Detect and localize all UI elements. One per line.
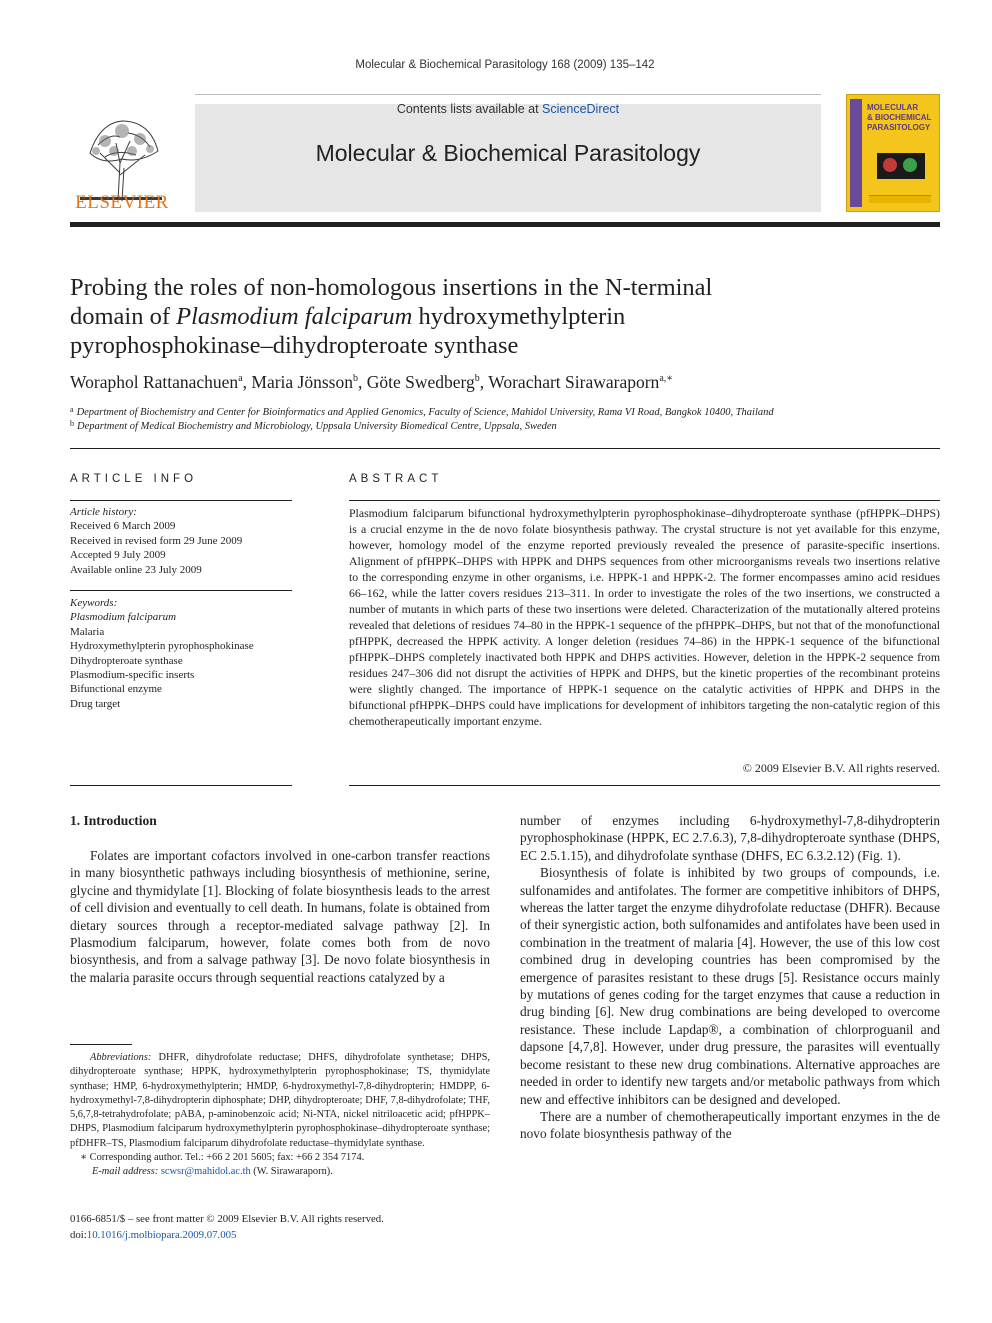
section-divider — [70, 448, 940, 449]
doi-link[interactable]: 10.1016/j.molbiopara.2009.07.005 — [86, 1229, 237, 1241]
history-item: Received 6 March 2009 — [70, 520, 176, 533]
author-name[interactable]: Worachart Sirawaraporn — [488, 372, 660, 392]
info-bottom-rule — [70, 785, 292, 786]
keyword: Bifunctional enzyme — [70, 683, 162, 696]
affiliation: $^a$ Department of Biochemistry and Center for Bioinformatics and Applied Genomics, Faculty of Science, Mahidol University, Rama VI Road, Bangkok 10400, Thailand — [70, 405, 774, 418]
keyword: Plasmodium-specific inserts — [70, 669, 195, 682]
contents-prefix: Contents lists available at — [396, 102, 543, 116]
corresponding-author: ∗ Corresponding author. Tel.: +66 2 201 5605; fax: +66 2 354 7174. — [80, 1152, 365, 1164]
body-column-left — [70, 847, 490, 986]
email-line: E-mail address: scwsr@mahidol.ac.th (W. Sirawaraporn). — [92, 1166, 333, 1178]
body-paragraph: Folates are important cofactors involved in one-carbon transfer reactions in many biosynthetic pathways including biosynthesis of methionine, serine, glycine and thymidylate [1]. Blocking of folate biosynthesis leads to the arrest of cell division and eventually to cell death. In humans, folate is obtained from dietary sources through a receptor-mediated salvage pathway [2]. In Plasmodium falciparum, however, folate comes both from de novo biosynthesis, and from a salvage pathway [3]. De novo folate biosynthesis in the malaria parasite occurs through sequential reactions catalyzed by a — [70, 848, 490, 985]
keyword: Hydroxymethylpterin pyrophosphokinase — [70, 640, 254, 653]
info-divider — [70, 500, 292, 501]
paper-title: Probing the roles of non-homologous insertions in the N-terminal domain of Plasmodium falciparum hydroxymethylpterin pyrophosphokinase–dihydropteroate synthase — [70, 274, 713, 359]
body-paragraph: Biosynthesis of folate is inhibited by two groups of compounds, i.e. sulfonamides and antifolates. The former are competitive inhibitors of DHPS, whereas the latter target the enzyme dihydrofolate reductase (DHFR). Because of their synergistic action, both sulfonamides and antifolates have been used in combination in the treatment of malaria [4]. However, the use of this low cost combined drug in developing countries has been compromised by the emergence of parasites resistant to these drugs [5]. Resistance occurs mainly by mutations of genes coding for the target enzymes that cause a reduction in drug binding [6]. New drug combinations are being developed to overcome resistance. These include Lapdap®, a combination of chlorproguanil and dapsone [4,7,8]. However, under drug pressure, the parasites will eventually become resistant to these new drug combinations. Alternative approaches are needed in order to identify new targets and/or metabolic pathways from which new and effective inhibitors can be designed and developed. — [520, 865, 940, 1107]
keywords-divider — [70, 590, 292, 591]
article-history: Article history: Received 6 March 2009 Received in revised form 29 June 2009 Accepted 9 July 2009 Available online 23 July 2009 — [70, 505, 292, 577]
history-item: Accepted 9 July 2009 — [70, 549, 166, 562]
abstract-divider — [349, 500, 940, 501]
author-name[interactable]: Woraphol Rattanachuen — [70, 372, 239, 392]
author-list: Woraphol Rattanachuen$^a$, Maria Jönsson$^b$, Göte Swedberg$^b$, Worachart Sirawaraporn$^{a,∗}$ — [70, 372, 674, 392]
header-top-line — [195, 94, 821, 95]
abstract-copyright: © 2009 Elsevier B.V. All rights reserved. — [742, 761, 940, 775]
issn-line: 0166-6851/$ – see front matter © 2009 Elsevier B.V. All rights reserved. — [70, 1213, 384, 1225]
cover-image — [877, 153, 925, 179]
contents-line — [195, 102, 821, 116]
abbreviations: DHFR, dihydrofolate reductase; DHFS, dihydrofolate synthetase; DHPS, dihydropteroate synthase; HPPK, hydroxymethylpterin pyrophosphokinase; TS, thymidylate synthase; HMP, 6-hydroxymethylpterin; HMDP, 6-hydroxymethyl-7,8-dihydropterin; HMDPP, 6-hydroxymethyl-7,8-dihydropterin diphosphate; DHP, dihydropteroate; DHF, 7,8-dihydrofolate; THF, 5,6,7,8-tetrahydrofolate; pABA, p-aminobenzoic acid; Ni-NTA, nickel nitriloacetic acid; pfHPPK–DHPS, Plasmodium falciparum hydroxymethylpterin pyrophosphokinase–dihydropteroate synthase; pfDHFR–TS, Plasmodium falciparum dihydrofolate reductase–thymidylate synthase. — [70, 1052, 490, 1149]
abstract-text: Plasmodium falciparum bifunctional hydroxymethylpterin pyrophosphokinase–dihydropteroate synthase (pfHPPK–DHPS) is a crucial enzyme in the de novo folate biosynthesis pathway. The crystal structure is not yet available for this enzyme, however, homology model of the enzyme reported previously revealed the presence of parasite-specific insertions. Alignment of pfHPPK–DHPS with HPPK and DHPS sequences from other microorganisms reveals two insertions relative to the corresponding enzyme in other organisms, i.e. HPPK-1 and HPPK-2. The former encompasses amino acid residues 66–162, while the latter covers residues 213–311. In order to investigate the roles of the two insertions, we constructed a number of mutants in which parts of these two insertions were deleted. Characterization of the mutationally altered proteins revealed that deletions of residues 74–80 in the HPPK-1 sequence of the pfHPPK–DHPS, but not that of the monofunctional pfHPPK, decreased the HPPK activity. A longer deletion (residues 74–86) in the HPPK-1 sequence of the bifunctional pfHPPK–DHPS completely inactivated both HPPK and DHPS activities. However, deletion in the HPPK-2 sequence from residues 247–306 did not disrupt the activities of HPPK and DHPS, but the kinetic properties of the recombinant proteins were slightly changed. The importance of HPPK-1 sequence on the catalytic activities of HPPK and DHPS in the bifunctional pfHPPK–DHPS could have implications for development of inhibitors targeting the non-catalytic region of this chemotherapeutically important enzyme. — [349, 506, 940, 728]
keyword: Drug target — [70, 697, 121, 710]
elsevier-wordmark: ELSEVIER — [75, 192, 169, 213]
journal-reference: Molecular & Biochemical Parasitology 168 (2009) 135–142 — [355, 59, 655, 71]
email-link[interactable]: scwsr@mahidol.ac.th — [160, 1166, 251, 1178]
section-heading-introduction: 1. Introduction — [70, 813, 157, 828]
article-info-heading: ARTICLE INFO — [70, 473, 198, 485]
history-item: Received in revised form 29 June 2009 — [70, 534, 243, 547]
history-item: Available online 23 July 2009 — [70, 563, 202, 576]
author-name[interactable]: Göte Swedberg — [366, 372, 475, 392]
header-rule — [70, 222, 940, 227]
affiliation: $^b$ Department of Medical Biochemistry and Microbiology, Uppsala University Biomedical Centre, Uppsala, Sweden — [70, 419, 557, 432]
cover-footer — [869, 195, 931, 203]
journal-header — [70, 94, 940, 219]
keywords: Keywords: Plasmodium falciparum Malaria Hydroxymethylpterin pyrophosphokinase Dihydropteroate synthase Plasmodium-specific inserts Bifunctional enzyme Drug target — [70, 596, 292, 711]
keyword: Dihydropteroate synthase — [70, 654, 183, 667]
sciencedirect-link[interactable]: ScienceDirect — [542, 102, 620, 116]
author-name[interactable]: Maria Jönsson — [251, 372, 353, 392]
abstract-bottom-rule — [349, 785, 940, 786]
title-species: Plasmodium falciparum — [176, 303, 413, 330]
journal-title: Molecular & Biochemical Parasitology — [315, 140, 701, 166]
body-paragraph: number of enzymes including 6-hydroxymethyl-7,8-dihydropterin pyrophosphokinase (HPPK, EC 2.7.6.3), 7,8-dihydropteroate synthase (DHPS, EC 2.5.1.15), and dihydrofolate synthase (DHFS, EC 6.3.2.12) (Fig. 1). — [520, 813, 940, 863]
keyword: Malaria — [70, 625, 105, 638]
footnote-rule — [70, 1044, 132, 1045]
cover-side-strip — [850, 99, 862, 207]
front-matter: 0166-6851/$ – see front matter © 2009 Elsevier B.V. All rights reserved. doi:10.1016/j.molbiopara.2009.07.005 — [70, 1211, 490, 1243]
abstract-heading: ABSTRACT — [349, 473, 443, 485]
cover-title: MOLECULAR & BIOCHEMICAL PARASITOLOGY — [867, 103, 932, 132]
body-column-right — [520, 812, 940, 1143]
footnotes: Abbreviations: DHFR, dihydrofolate reductase; DHFS, dihydrofolate synthetase; DHPS, dihydropteroate synthase; HPPK, hydroxymethylpterin pyrophosphokinase; TS, thymidylate synthase; HMP, 6-hydroxymethylpterin; HMDP, 6-hydroxymethyl-7,8-dihydropterin; HMDPP, 6-hydroxymethyl-7,8-dihydropterin diphosphate; DHP, dihydropteroate; DHF, 7,8-dihydrofolate; THF, 5,6,7,8-tetrahydrofolate; pABA, p-aminobenzoic acid; Ni-NTA, nickel nitriloacetic acid; pfHPPK–DHPS, Plasmodium falciparum hydroxymethylpterin pyrophosphokinase–dihydropteroate synthase; pfDHFR–TS, Plasmodium falciparum dihydrofolate reductase–thymidylate synthase. ∗ Corresponding author. Tel.: +66 2 201 5605; fax: +66 2 354 7174. E-mail address: scwsr@mahidol.ac.th (W. Sirawaraporn). — [70, 1051, 490, 1180]
keyword: Plasmodium falciparum — [70, 611, 177, 624]
journal-cover-thumbnail[interactable] — [846, 94, 940, 212]
body-paragraph: There are a number of chemotherapeutically important enzymes in the de novo folate biosynthesis pathway of the — [520, 1108, 940, 1142]
